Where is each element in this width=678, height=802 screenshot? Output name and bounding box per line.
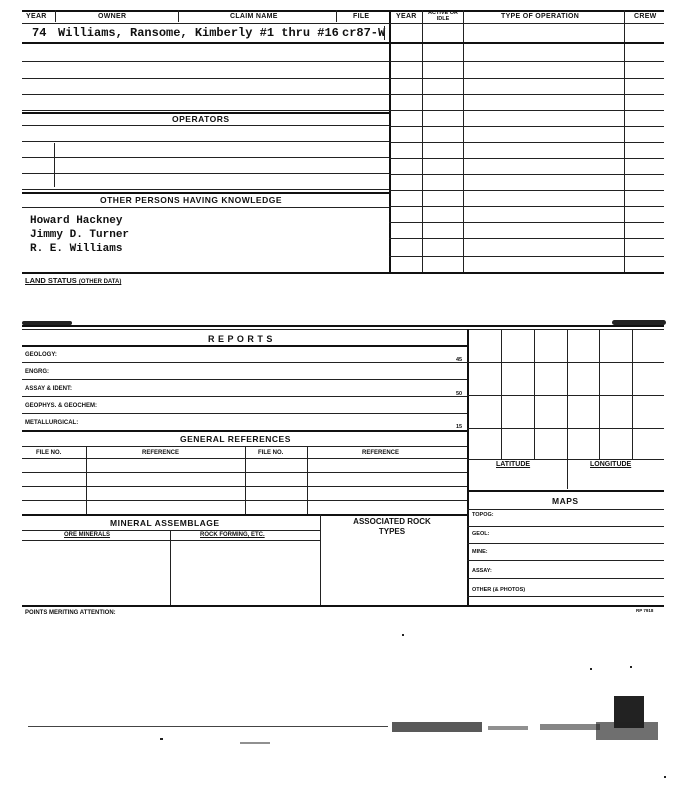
header-type-of-operation: TYPE OF OPERATION xyxy=(501,13,580,20)
maps-title: MAPS xyxy=(552,496,579,506)
maps-geol: GEOL: xyxy=(472,531,490,537)
header-owner: OWNER xyxy=(98,13,127,20)
land-status-sub: (OTHER DATA) xyxy=(78,279,122,285)
latitude-label: LATITUDE xyxy=(496,461,531,468)
header-active-or-idle: ACTIVE OR IDLE xyxy=(428,10,458,22)
header-file: FILE xyxy=(353,13,370,20)
other-person-1: Howard Hackney xyxy=(30,215,123,227)
associated-rock-types: ASSOCIATED ROCK TYPES xyxy=(353,517,431,536)
gr-col-reference-2: REFERENCE xyxy=(362,450,400,456)
record-year: 74 xyxy=(32,26,47,40)
report-assay: ASSAY & IDENT: xyxy=(25,386,73,392)
ore-minerals-col: ORE MINERALS xyxy=(64,532,111,538)
header-crew: CREW xyxy=(634,13,657,20)
report-geology-num: 45 xyxy=(456,357,463,363)
report-assay-num: 50 xyxy=(456,391,463,397)
gr-col-reference-1: REFERENCE xyxy=(142,450,180,456)
header-year-2: YEAR xyxy=(396,13,417,20)
maps-assay: ASSAY: xyxy=(472,568,492,574)
header-year: YEAR xyxy=(26,13,47,20)
header-claim-name: CLAIM NAME xyxy=(230,13,278,20)
record-owner-claim: Williams, Ransome, Kimberly #1 thru #16 xyxy=(58,26,339,40)
rock-forming-col: ROCK FORMING, ETC. xyxy=(200,532,265,538)
report-engrg: ENGRG: xyxy=(25,369,49,375)
maps-mine: MINE: xyxy=(472,549,488,555)
other-person-2: Jimmy D. Turner xyxy=(30,229,130,241)
report-metallurgical-num: 15 xyxy=(456,424,463,430)
other-person-3: R. E. Williams xyxy=(30,243,123,255)
report-metallurgical: METALLURGICAL: xyxy=(25,420,79,426)
gr-col-file-no-1: FILE NO. xyxy=(36,450,62,456)
report-geology: GEOLOGY: xyxy=(25,352,57,358)
maps-topog: TOPOG: xyxy=(472,512,494,518)
reports-title: R E P O R T S xyxy=(208,334,273,344)
land-status xyxy=(25,276,121,285)
mineral-assemblage-title: MINERAL ASSEMBLAGE xyxy=(110,518,220,528)
longitude-label: LONGITUDE xyxy=(590,461,632,468)
land-status-label: LAND STATUS xyxy=(25,276,77,285)
other-persons-label: OTHER PERSONS HAVING KNOWLEDGE xyxy=(100,195,283,205)
maps-other: OTHER (& PHOTOS) xyxy=(472,587,526,593)
operators-label: OPERATORS xyxy=(172,114,230,124)
form-number: RP 7918 xyxy=(636,608,654,613)
report-geophys: GEOPHYS. & GEOCHEM: xyxy=(25,403,98,409)
points-meriting-attention: POINTS MERITING ATTENTION: xyxy=(25,610,116,616)
general-references-title: GENERAL REFERENCES xyxy=(180,434,291,444)
gr-col-file-no-2: FILE NO. xyxy=(258,450,284,456)
record-file: cr87-W xyxy=(342,26,386,40)
